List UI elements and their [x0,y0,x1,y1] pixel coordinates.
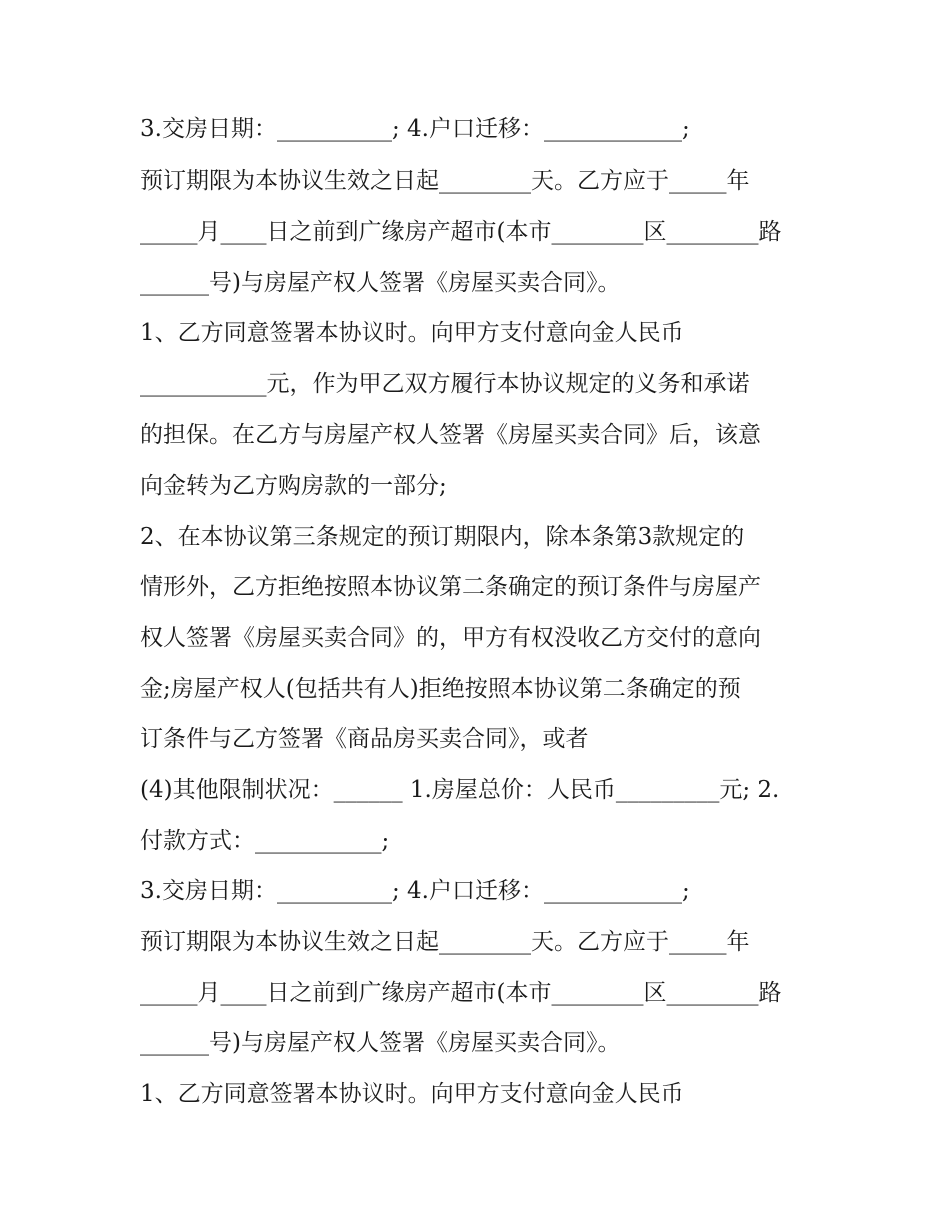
text-line: 1、乙方同意签署本协议时。向甲方支付意向金人民币 [140,1081,684,1107]
text-line: 预订期限为本协议生效之日起________天。乙方应于_____年 [140,929,750,955]
text-line: ___________元，作为甲乙双方履行本协议规定的义务和承诺 [140,371,750,397]
text-line: _____月____日之前到广缘房产超市(本市________区________路 [140,980,782,1006]
text-line: ______号)与房屋产权人签署《房屋买卖合同》。 [140,270,621,296]
text-line: 情形外，乙方拒绝按照本协议第二条确定的预订条件与房屋产 [140,574,761,600]
text-line: ______号)与房屋产权人签署《房屋买卖合同》。 [140,1030,621,1056]
text-line: 预订期限为本协议生效之日起________天。乙方应于_____年 [140,168,750,194]
text-line: _____月____日之前到广缘房产超市(本市________区________路 [140,219,782,245]
text-line: 订条件与乙方签署《商品房买卖合同》，或者 [140,726,589,752]
text-line: (4)其他限制状况：______ 1.房屋总价：人民币_________元; 2. [140,777,780,803]
text-line: 权人签署《房屋买卖合同》的，甲方有权没收乙方交付的意向 [140,625,761,651]
text-line: 1、乙方同意签署本协议时。向甲方支付意向金人民币 [140,320,684,346]
text-line: 金;房屋产权人(包括共有人)拒绝按照本协议第二条确定的预 [140,676,741,702]
text-line: 3.交房日期：__________; 4.户口迁移：____________; [140,878,690,904]
text-line: 3.交房日期：__________; 4.户口迁移：____________; [140,116,690,142]
text-line: 2、在本协议第三条规定的预订期限内，除本条第3款规定的 [140,524,745,550]
text-line: 向金转为乙方购房款的一部分; [140,473,447,499]
text-line: 付款方式：___________; [140,828,390,854]
text-line: 的担保。在乙方与房屋产权人签署《房屋买卖合同》后，该意 [140,422,761,448]
